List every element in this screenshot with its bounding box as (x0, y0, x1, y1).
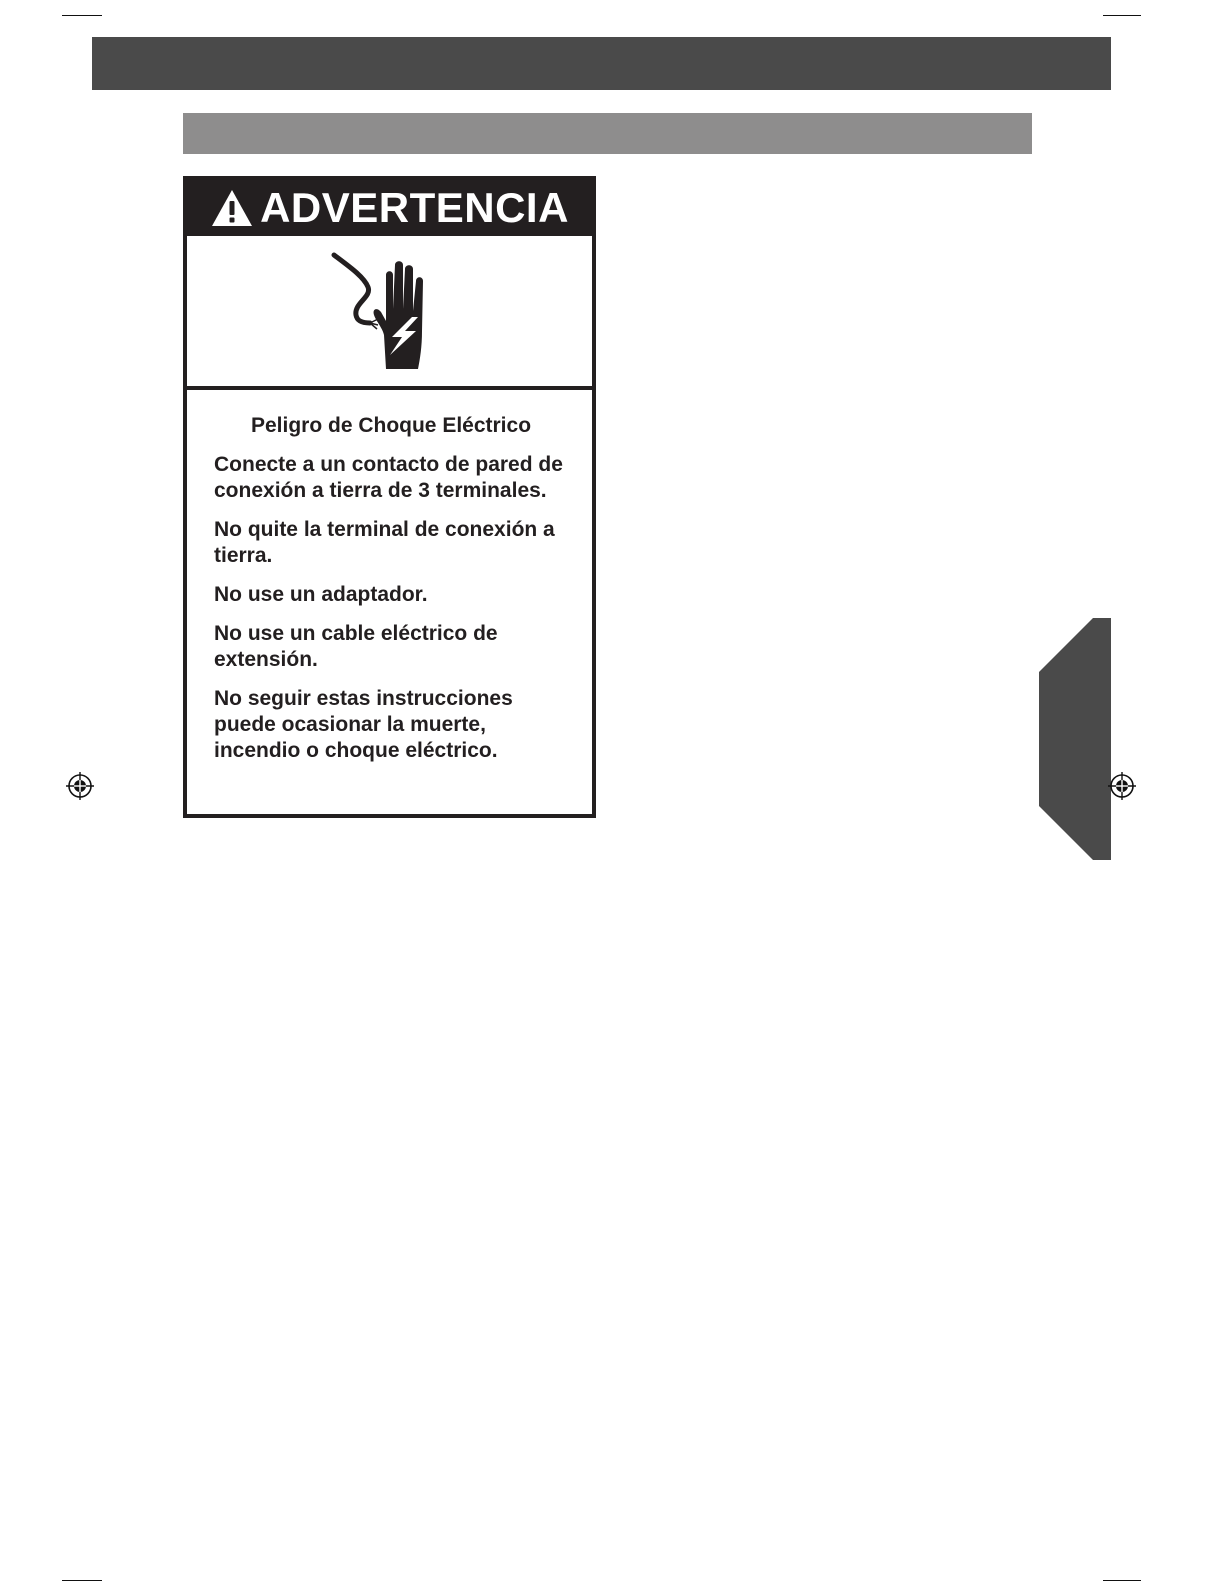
section-title-bar (183, 113, 1032, 154)
hazard-title: Peligro de Choque Eléctrico (250, 414, 532, 437)
warning-header (187, 180, 592, 236)
registration-mark-icon (65, 771, 95, 801)
crop-mark-bottom-left (62, 1580, 102, 1581)
side-language-tab (1039, 618, 1111, 860)
crop-mark-top-left (62, 15, 102, 16)
warning-body (187, 390, 592, 764)
registration-mark-icon (1107, 771, 1137, 801)
instruction-item: No quite la terminal de conexión a tierra. (214, 518, 555, 567)
crop-mark-bottom-right (1103, 1580, 1141, 1581)
instruction-item: No use un adaptador. (214, 583, 428, 606)
warning-label (183, 176, 596, 818)
pictogram-area (187, 236, 592, 390)
electric-shock-hand-icon (330, 251, 450, 371)
crop-mark-top-right (1103, 15, 1141, 16)
instruction-item: No seguir estas instrucciones puede ocasionar la muerte, incendio o choque eléctrico. (214, 687, 513, 762)
chapter-header-bar (92, 37, 1111, 90)
instruction-item: No use un cable eléctrico de extensión. (214, 622, 498, 671)
warning-triangle-icon (210, 188, 254, 228)
signal-word: ADVERTENCIA (260, 184, 569, 231)
instruction-item: Conecte a un contacto de pared de conexión a tierra de 3 terminales. (214, 453, 563, 502)
